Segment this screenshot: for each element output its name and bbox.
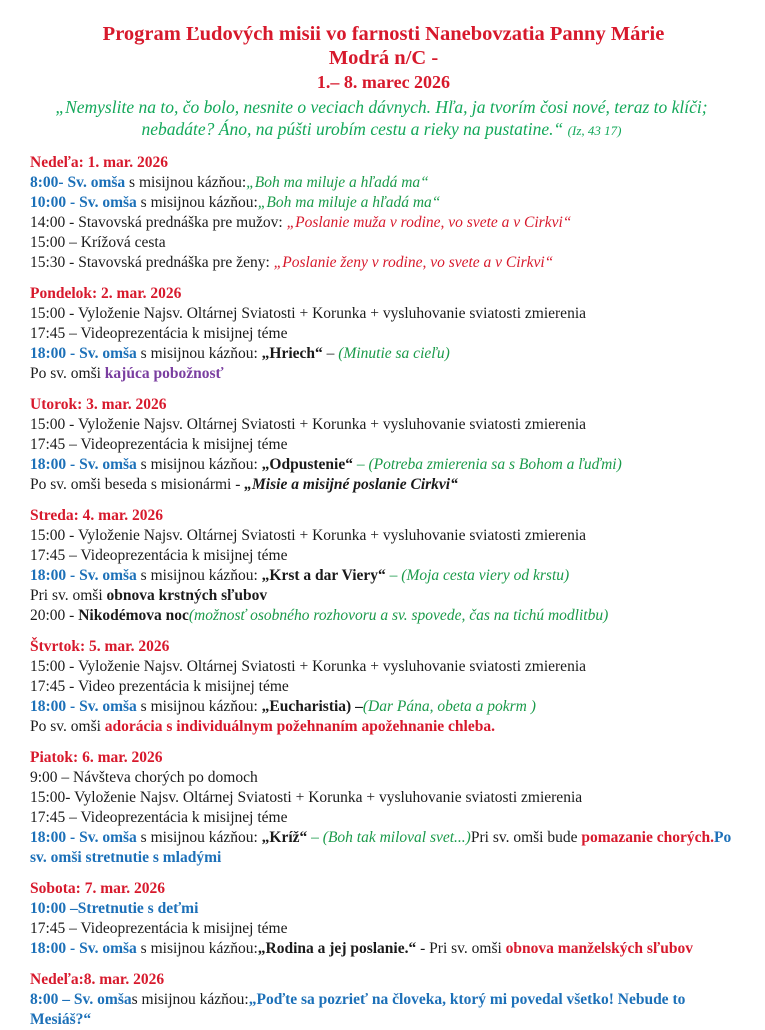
day-friday xyxy=(30,748,737,868)
day-title: Štvrtok: 5. mar. 2026 xyxy=(30,638,170,655)
schedule-line: 15:00 - Vyloženie Najsv. Oltárnej Sviatosti + Korunka + vysluhovanie sviatosti zmierenia xyxy=(30,416,587,433)
schedule-line: 17:45 – Videoprezentácia k misijnej téme xyxy=(30,809,288,826)
schedule-line: 15:00 - Vyloženie Najsv. Oltárnej Sviatosti + Korunka + vysluhovanie sviatosti zmierenia xyxy=(30,305,587,322)
day-title: Streda: 4. mar. 2026 xyxy=(30,507,164,524)
schedule-line: 17:45 – Videoprezentácia k misijnej téme xyxy=(30,325,288,342)
day-title: Utorok: 3. mar. 2026 xyxy=(30,396,167,413)
quote-reference: (Iz, 43 17) xyxy=(567,123,622,138)
schedule-line: 17:45 – Videoprezentácia k misijnej téme xyxy=(30,436,288,453)
schedule-line: 10:00 - Sv. omša s misijnou kázňou:„Boh ma miluje a hľadá ma“ xyxy=(30,194,441,211)
document-header xyxy=(30,22,737,94)
header-place: Modrá n/C - xyxy=(328,47,439,69)
day-title: Nedeľa: 1. mar. 2026 xyxy=(30,154,168,171)
schedule-line: 17:45 – Videoprezentácia k misijnej téme xyxy=(30,547,288,564)
schedule-line: 17:45 - Video prezentácia k misijnej téme xyxy=(30,678,289,695)
schedule-line: Po sv. omši beseda s misionármi - „Misie a misijné poslanie Cirkvi“ xyxy=(30,476,458,493)
schedule-line: 20:00 - Nikodémova noc(možnosť osobného rozhovoru a sv. spovede, čas na tichú modlitbu) xyxy=(30,607,609,624)
schedule-line: Po sv. omši kajúca pobožnosť xyxy=(30,365,224,382)
schedule-line: 15:00 - Vyloženie Najsv. Oltárnej Sviatosti + Korunka + vysluhovanie sviatosti zmierenia xyxy=(30,658,587,675)
schedule-line: 18:00 - Sv. omša s misijnou kázňou: „Hriech“ – (Minutie sa cieľu) xyxy=(30,345,450,362)
day-wednesday xyxy=(30,506,737,626)
bible-quote xyxy=(30,96,733,142)
day-title: Pondelok: 2. mar. 2026 xyxy=(30,285,182,302)
schedule-line: 14:00 - Stavovská prednáška pre mužov: „Poslanie muža v rodine, vo svete a v Cirkvi“ xyxy=(30,214,572,231)
day-monday xyxy=(30,284,737,384)
day-sunday-1 xyxy=(30,153,737,273)
day-tuesday xyxy=(30,395,737,495)
schedule-line: Pri sv. omši obnova krstných sľubov xyxy=(30,587,268,604)
schedule-line: 18:00 - Sv. omša s misijnou kázňou:„Rodina a jej poslanie.“ - Pri sv. omši obnova manželských sľubov xyxy=(30,940,693,957)
schedule-line: 18:00 - Sv. omša s misijnou kázňou: „Odpustenie“ – (Potreba zmierenia sa s Bohom a ľuďmi) xyxy=(30,456,622,473)
day-title: Sobota: 7. mar. 2026 xyxy=(30,880,166,897)
schedule-line: 18:00 - Sv. omša s misijnou kázňou: „Eucharistia) –(Dar Pána, obeta a pokrm ) xyxy=(30,698,536,715)
schedule-line: 18:00 - Sv. omša s misijnou kázňou: „Kríž“ – (Boh tak miloval svet...)Pri sv. omši bude pomazanie chorých.Po sv. omši stretnutie s mladými xyxy=(30,829,732,866)
schedule-line: 17:45 – Videoprezentácia k misijnej téme xyxy=(30,920,288,937)
schedule-line: 15:30 - Stavovská prednáška pre ženy: „Poslanie ženy v rodine, vo svete a v Cirkvi“ xyxy=(30,254,554,271)
day-thursday xyxy=(30,637,737,737)
schedule-line: 10:00 –Stretnutie s deťmi xyxy=(30,900,199,917)
day-sunday-8 xyxy=(30,970,737,1030)
schedule-line: 15:00 – Krížová cesta xyxy=(30,234,166,251)
schedule-line: Po sv. omši adorácia s individuálnym požehnaním apožehnanie chleba. xyxy=(30,718,495,735)
schedule-line: 8:00- Sv. omša s misijnou kázňou:„Boh ma miluje a hľadá ma“ xyxy=(30,174,429,191)
schedule-line: 15:00- Vyloženie Najsv. Oltárnej Sviatosti + Korunka + vysluhovanie sviatosti zmierenia xyxy=(30,789,583,806)
schedule-line: 8:00 – Sv. omšas misijnou kázňou:„Poďte sa pozrieť na človeka, ktorý mi povedal všetko! Nebude to Mesiáš?“ xyxy=(30,991,686,1028)
day-saturday xyxy=(30,879,737,959)
day-title: Piatok: 6. mar. 2026 xyxy=(30,749,163,766)
day-title: Nedeľa:8. mar. 2026 xyxy=(30,971,165,988)
header-dates: 1.– 8. marec 2026 xyxy=(316,72,451,92)
header-title: Program Ľudových misii vo farnosti Nanebovzatia Panny Márie xyxy=(102,23,665,45)
schedule-line: 15:00 - Vyloženie Najsv. Oltárnej Sviatosti + Korunka + vysluhovanie sviatosti zmierenia xyxy=(30,527,587,544)
schedule-line: 9:00 – Návšteva chorých po domoch xyxy=(30,769,258,786)
quote-text: „Nemyslite na to, čo bolo, nesnite o veciach dávnych. Hľa, ja tvorím čosi nové, teraz to klíči; nebadáte? Áno, na púšti urobím cestu a rieky na pustatine.“ xyxy=(55,97,708,139)
schedule-line: 18:00 - Sv. omša s misijnou kázňou: „Krst a dar Viery“ – (Moja cesta viery od krstu) xyxy=(30,567,570,584)
